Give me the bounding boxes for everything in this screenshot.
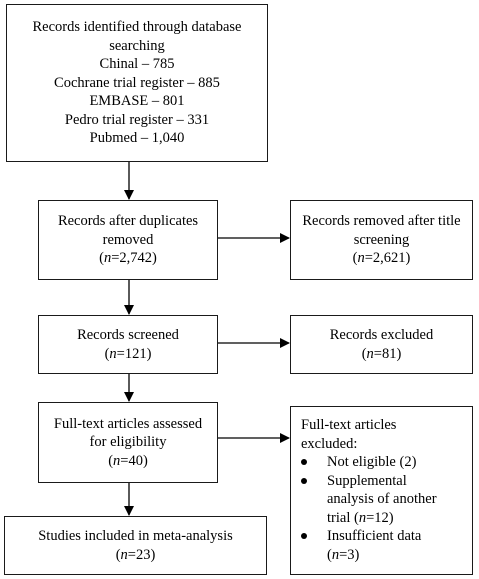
studies-included-box [4, 516, 267, 575]
fulltext-assessed-n: 40 [128, 452, 143, 469]
fulltext-assessed-count: (n=40) [108, 452, 148, 469]
n-symbol: n [113, 452, 121, 469]
n-symbol: n [109, 345, 117, 362]
exclusion-reasons-list [301, 453, 457, 564]
source-pedro: Pedro trial register – 331 [64, 111, 210, 128]
records-after-duplicates-box [38, 200, 218, 280]
included-count: (n=23) [115, 546, 156, 563]
fulltext-excluded-box [290, 406, 473, 575]
exclusion-reason-supplemental [301, 472, 457, 528]
after-duplicates-label: Records after duplicates removed [57, 213, 199, 248]
source-chinal: Chinal – 785 [99, 56, 175, 73]
n-symbol: n [120, 546, 128, 563]
included-label: Studies included in meta-analysis [38, 528, 233, 544]
screened-n: 121 [124, 345, 147, 362]
n-symbol: n [103, 250, 112, 267]
screened-label: Records screened [77, 327, 179, 343]
records-identified-box [6, 4, 268, 162]
exclusion-reason-not-eligible [301, 453, 457, 472]
source-cochrane: Cochrane trial register – 885 [54, 74, 220, 91]
fulltext-excluded-heading: Full-text articles excluded: [301, 417, 397, 452]
excluded-label: Records excluded [329, 327, 434, 343]
exclusion-reason-text: Not eligible (2) [327, 454, 417, 470]
records-excluded-box [290, 315, 473, 374]
records-removed-title-screening-box [290, 200, 473, 280]
source-embase: EMBASE – 801 [89, 93, 185, 110]
screened-count: (n=121) [104, 345, 152, 362]
exclusion-reason-text: Supplemental analysis of another trial (n=12) [327, 472, 437, 526]
fulltext-assessed-box [38, 402, 218, 483]
title-screening-count: (n=2,621) [352, 250, 411, 267]
exclusion-reason-text: Insufficient data (n=3) [327, 528, 422, 563]
records-screened-box [38, 315, 218, 374]
fulltext-assessed-label: Full-text articles assessed for eligibility [53, 415, 203, 451]
records-identified-heading: Records identified through database searching [32, 19, 242, 54]
title-screening-label: Records removed after title screening [302, 213, 461, 248]
exclusion-reason-insufficient [301, 527, 457, 564]
included-n: 23 [135, 546, 151, 563]
excluded-n: 81 [381, 345, 397, 362]
after-duplicates-count: (n=2,742) [99, 250, 157, 267]
after-duplicates-n: 2,742 [119, 250, 153, 267]
n-symbol: n [366, 345, 374, 362]
source-pubmed: Pubmed – 1,040 [89, 130, 185, 147]
excluded-count: (n=81) [361, 345, 402, 362]
title-screening-n: 2,621 [372, 250, 406, 267]
n-symbol: n [357, 250, 365, 267]
